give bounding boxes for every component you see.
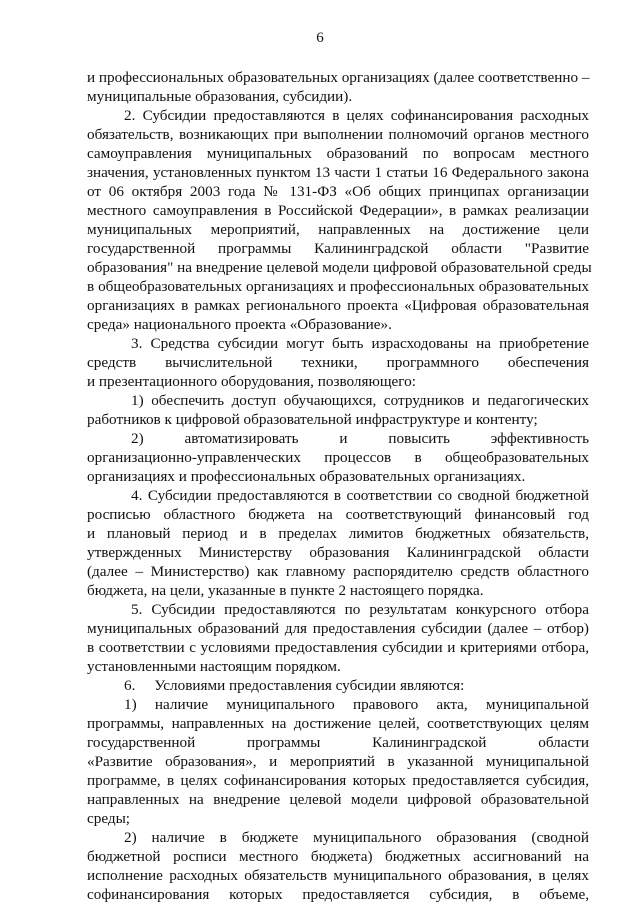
text-line: и профессиональных образовательных организациях (далее соответственно – [87, 69, 590, 86]
list-item-1: 1) обеспечить доступ обучающихся, сотрудников и педагогических [131, 392, 589, 409]
list-item-2: 2) автоматизировать и повысить эффективность [131, 430, 589, 447]
text-line: программы, направленных на достижение целей, соответствующих целям [87, 715, 589, 732]
text-line: в соответствии с условиями предоставления субсидии и критериями отбора, [87, 639, 589, 656]
paragraph-2-start: 2. Субсидии предоставляются в целях софинансирования расходных [124, 107, 589, 124]
text-line: бюджета, на цели, указанные в пункте 2 настоящего порядка. [87, 582, 484, 599]
condition-1: 1) наличие муниципального правового акта, муниципальной [124, 696, 589, 713]
text-line: организационно-управленческих процессов в общеобразовательных [87, 449, 589, 466]
text-line: организациях и профессиональных образовательных организациях. [87, 468, 526, 485]
text-line: значения, установленных пунктом 13 части 1 статьи 16 Федерального закона [87, 164, 589, 181]
text-line: организациях в рамках регионального проекта «Цифровая образовательная [87, 297, 589, 314]
page-number: 6 [316, 30, 324, 46]
text-line: муниципальных мероприятий, направленных на достижение цели [87, 221, 589, 238]
paragraph-3-start: 3. Средства субсидии могут быть израсходованы на приобретение [131, 335, 589, 352]
paragraph-5-start: 5. Субсидии предоставляются по результатам конкурсного отбора [131, 601, 589, 618]
paragraph-6-start: 6. Условиями предоставления субсидии являются: [124, 677, 465, 694]
text-line: местного самоуправления в Российской Федерации», в рамках реализации [87, 202, 589, 219]
text-line: софинансирования которых предоставляется субсидия, в объеме, [87, 886, 589, 903]
text-line: установленными настоящим порядком. [87, 658, 341, 675]
text-line: средств вычислительной техники, программного обеспечения [87, 354, 589, 371]
text-line: государственной программы Калининградской области [87, 734, 589, 751]
text-line: государственной программы Калининградской области "Развитие [87, 240, 589, 257]
text-line: муниципальных образований для предоставления субсидии (далее – отбор) [87, 620, 589, 637]
text-line: росписью областного бюджета на соответствующий финансовый год [87, 506, 589, 523]
text-line: утвержденных Министерству образования Калининградской области [87, 544, 589, 561]
text-line: самоуправления муниципальных образований по вопросам местного [87, 145, 589, 162]
paragraph-4-start: 4. Субсидии предоставляются в соответствии со сводной бюджетной [131, 487, 589, 504]
text-line: в общеобразовательных организациях и профессиональных образовательных [87, 278, 589, 295]
text-line: и презентационного оборудования, позволяющего: [87, 373, 416, 390]
text-line: муниципальные образования, субсидии). [87, 88, 353, 105]
text-line: направленных на внедрение целевой модели цифровой образовательной [87, 791, 589, 808]
text-line: обязательств, возникающих при выполнении полномочий органов местного [87, 126, 589, 143]
text-line: работников к цифровой образовательной инфраструктуре и контенту; [87, 411, 538, 428]
text-line: образования" на внедрение целевой модели цифровой образовательной среды [87, 259, 592, 276]
condition-2: 2) наличие в бюджете муниципального образования (сводной [124, 829, 589, 846]
text-line: среды; [87, 810, 131, 827]
text-line: программе, в целях софинансирования которых предоставляется субсидия, [87, 772, 589, 789]
text-line: «Развитие образования», и мероприятий в указанной муниципальной [87, 753, 589, 770]
text-line: и плановый период и в пределах лимитов бюджетных обязательств, [87, 525, 589, 542]
text-line: бюджетной росписи местного бюджета) бюджетных ассигнований на [87, 848, 589, 865]
text-line: (далее – Министерство) как главному распорядителю средств областного [87, 563, 589, 580]
text-line: среда» национального проекта «Образование». [87, 316, 392, 333]
text-line: исполнение расходных обязательств муниципального образования, в целях [87, 867, 589, 884]
text-line: от 06 октября 2003 года № 131-ФЗ «Об общих принципах организации [87, 183, 589, 200]
